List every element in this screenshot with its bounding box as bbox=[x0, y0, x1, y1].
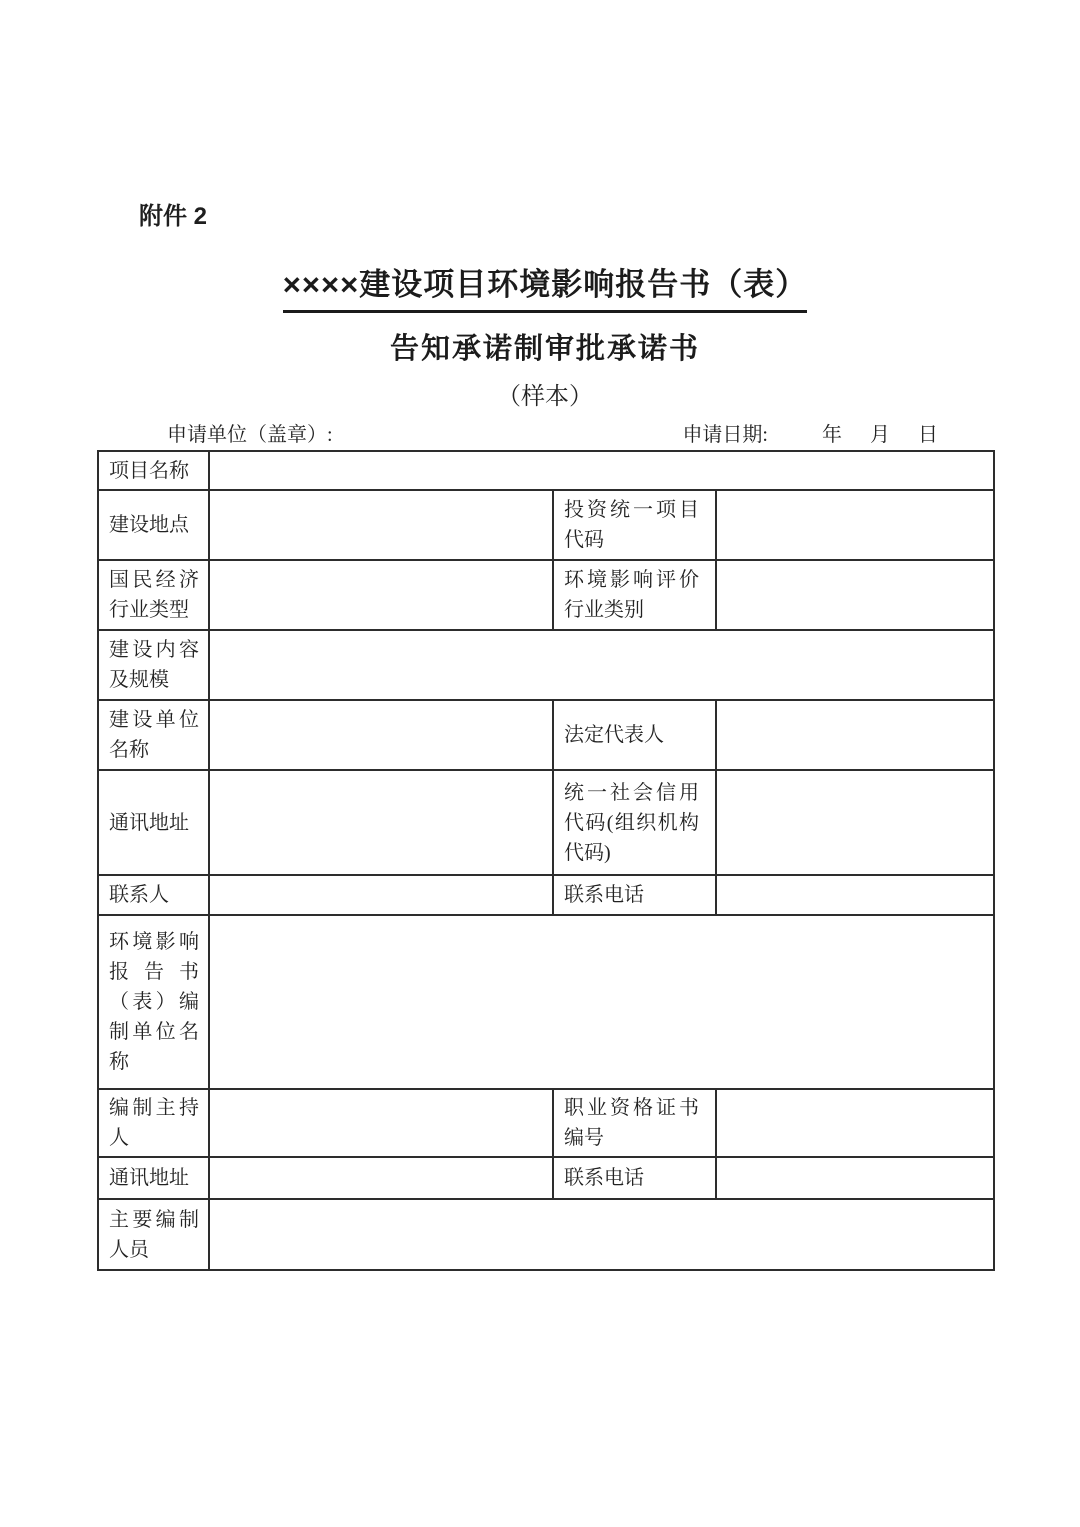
field-value-preparer-mailing-address bbox=[209, 1157, 553, 1199]
application-date-label: 申请日期: bbox=[682, 424, 768, 446]
field-label-construction-content-scale: 建设内容及规模 bbox=[98, 630, 209, 700]
field-label-construction-site: 建设地点 bbox=[98, 490, 209, 560]
table-row bbox=[98, 1089, 994, 1157]
field-label-contact-phone: 联系电话 bbox=[553, 875, 716, 915]
title-row bbox=[97, 259, 993, 313]
date-day-label: 日 bbox=[918, 424, 938, 446]
field-value-investment-project-code bbox=[716, 490, 994, 560]
field-label-unified-social-credit-code: 统一社会信用代码(组织机构代码) bbox=[553, 770, 716, 875]
field-label-preparer-contact-phone: 联系电话 bbox=[553, 1157, 716, 1199]
field-value-construction-site bbox=[209, 490, 553, 560]
field-value-professional-qualification-certificate-no bbox=[716, 1089, 994, 1157]
table-row bbox=[98, 451, 994, 490]
field-value-contact-person bbox=[209, 875, 553, 915]
applicant-seal-label: 申请单位（盖章）: bbox=[167, 424, 333, 446]
field-value-construction-unit-name bbox=[209, 700, 553, 770]
field-label-national-economy-industry-type: 国民经济行业类型 bbox=[98, 560, 209, 630]
field-value-preparation-lead-person bbox=[209, 1089, 553, 1157]
field-label-eia-report-preparation-unit-name: 环境影响报告书（表）编制单位名称 bbox=[98, 915, 209, 1089]
application-header-line bbox=[97, 421, 993, 447]
field-label-construction-unit-name: 建设单位名称 bbox=[98, 700, 209, 770]
field-label-preparation-lead-person: 编制主持人 bbox=[98, 1089, 209, 1157]
field-value-eia-industry-category bbox=[716, 560, 994, 630]
field-value-preparer-contact-phone bbox=[716, 1157, 994, 1199]
table-row bbox=[98, 875, 994, 915]
table-row bbox=[98, 490, 994, 560]
document-title-line2: 告知承诺制审批承诺书 bbox=[389, 333, 700, 365]
field-value-project-name bbox=[209, 451, 994, 490]
field-value-national-economy-industry-type bbox=[209, 560, 553, 630]
field-label-legal-representative: 法定代表人 bbox=[553, 700, 716, 770]
table-row bbox=[98, 770, 994, 875]
attachment-label: 附件 2 bbox=[139, 203, 208, 230]
date-month-label: 月 bbox=[870, 424, 890, 446]
field-label-eia-industry-category: 环境影响评价行业类别 bbox=[553, 560, 716, 630]
document-subtitle: （样本） bbox=[497, 384, 593, 410]
application-date-group bbox=[682, 418, 938, 447]
field-label-professional-qualification-certificate-no: 职业资格证书编号 bbox=[553, 1089, 716, 1157]
table-row bbox=[98, 1157, 994, 1199]
field-value-mailing-address bbox=[209, 770, 553, 875]
field-label-investment-project-code: 投资统一项目代码 bbox=[553, 490, 716, 560]
table-row bbox=[98, 915, 994, 1089]
document-page bbox=[97, 0, 993, 1271]
table-row bbox=[98, 700, 994, 770]
field-label-main-preparation-staff: 主要编制人员 bbox=[98, 1199, 209, 1270]
field-label-contact-person: 联系人 bbox=[98, 875, 209, 915]
field-value-main-preparation-staff bbox=[209, 1199, 994, 1270]
form-table bbox=[97, 450, 995, 1271]
field-value-construction-content-scale bbox=[209, 630, 994, 700]
field-label-mailing-address: 通讯地址 bbox=[98, 770, 209, 875]
table-row bbox=[98, 1199, 994, 1270]
field-value-contact-phone bbox=[716, 875, 994, 915]
field-value-legal-representative bbox=[716, 700, 994, 770]
table-row bbox=[98, 630, 994, 700]
field-value-eia-report-preparation-unit-name bbox=[209, 915, 994, 1089]
field-value-unified-social-credit-code bbox=[716, 770, 994, 875]
field-label-preparer-mailing-address: 通讯地址 bbox=[98, 1157, 209, 1199]
date-year-label: 年 bbox=[822, 424, 842, 446]
field-label-project-name: 项目名称 bbox=[98, 451, 209, 490]
table-row bbox=[98, 560, 994, 630]
document-title-line1: ××××建设项目环境影响报告书（表） bbox=[283, 259, 807, 313]
